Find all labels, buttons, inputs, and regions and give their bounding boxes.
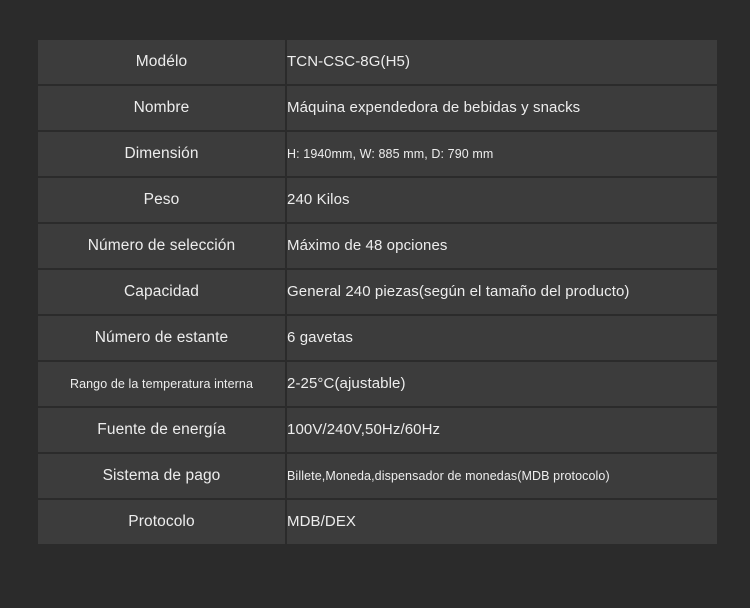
spec-label-text: Fuente de energía	[97, 420, 226, 438]
table-row	[38, 270, 717, 314]
spec-label-text: Número de selección	[87, 236, 236, 254]
spec-value-cell	[287, 408, 717, 452]
spec-value-text: Billete,Moneda,dispensador de monedas(MDB protocolo)	[287, 468, 610, 483]
spec-label-text: Rango de la temperatura interna	[69, 376, 254, 391]
spec-value-text: General 240 piezas(según el tamaño del producto)	[287, 283, 630, 300]
spec-label-cell	[38, 132, 285, 176]
spec-value-text: 240 Kilos	[287, 191, 350, 208]
spec-label-text: Modélo	[135, 52, 188, 70]
spec-value-cell	[287, 500, 717, 544]
specification-table-body	[38, 40, 717, 544]
spec-label-text: Protocolo	[128, 512, 195, 530]
table-row	[38, 362, 717, 406]
spec-value-cell	[287, 454, 717, 498]
table-row	[38, 178, 717, 222]
spec-label-text: Número de estante	[94, 328, 229, 346]
spec-value-cell	[287, 178, 717, 222]
table-row	[38, 500, 717, 544]
spec-label-cell	[38, 362, 285, 406]
spec-label-cell	[38, 40, 285, 84]
table-row	[38, 132, 717, 176]
table-row	[38, 454, 717, 498]
spec-value-text: 100V/240V,50Hz/60Hz	[287, 421, 441, 438]
spec-label-text: Nombre	[133, 98, 190, 116]
table-row	[38, 40, 717, 84]
table-row	[38, 408, 717, 452]
spec-label-cell	[38, 178, 285, 222]
spec-label-text: Peso	[143, 190, 180, 208]
table-row	[38, 316, 717, 360]
table-row	[38, 86, 717, 130]
spec-value-cell	[287, 224, 717, 268]
spec-value-text: Máximo de 48 opciones	[287, 237, 448, 254]
spec-label-cell	[38, 454, 285, 498]
spec-value-cell	[287, 40, 717, 84]
spec-label-cell	[38, 224, 285, 268]
spec-value-text: 2-25°C(ajustable)	[287, 375, 406, 392]
spec-value-cell	[287, 86, 717, 130]
spec-label-text: Sistema de pago	[102, 466, 221, 484]
spec-value-text: TCN-CSC-8G(H5)	[287, 53, 411, 70]
spec-value-cell	[287, 316, 717, 360]
specification-table	[36, 38, 719, 546]
spec-label-cell	[38, 316, 285, 360]
spec-value-text: Máquina expendedora de bebidas y snacks	[287, 99, 581, 116]
spec-value-text: 6 gavetas	[287, 329, 353, 346]
spec-value-text: MDB/DEX	[287, 513, 357, 530]
spec-label-cell	[38, 408, 285, 452]
spec-value-cell	[287, 132, 717, 176]
spec-value-cell	[287, 270, 717, 314]
spec-label-text: Capacidad	[123, 282, 199, 300]
table-row	[38, 224, 717, 268]
spec-label-cell	[38, 86, 285, 130]
spec-label-cell	[38, 500, 285, 544]
spec-label-cell	[38, 270, 285, 314]
spec-value-text: H: 1940mm, W: 885 mm, D: 790 mm	[287, 146, 494, 161]
spec-value-cell	[287, 362, 717, 406]
spec-label-text: Dimensión	[124, 144, 199, 162]
